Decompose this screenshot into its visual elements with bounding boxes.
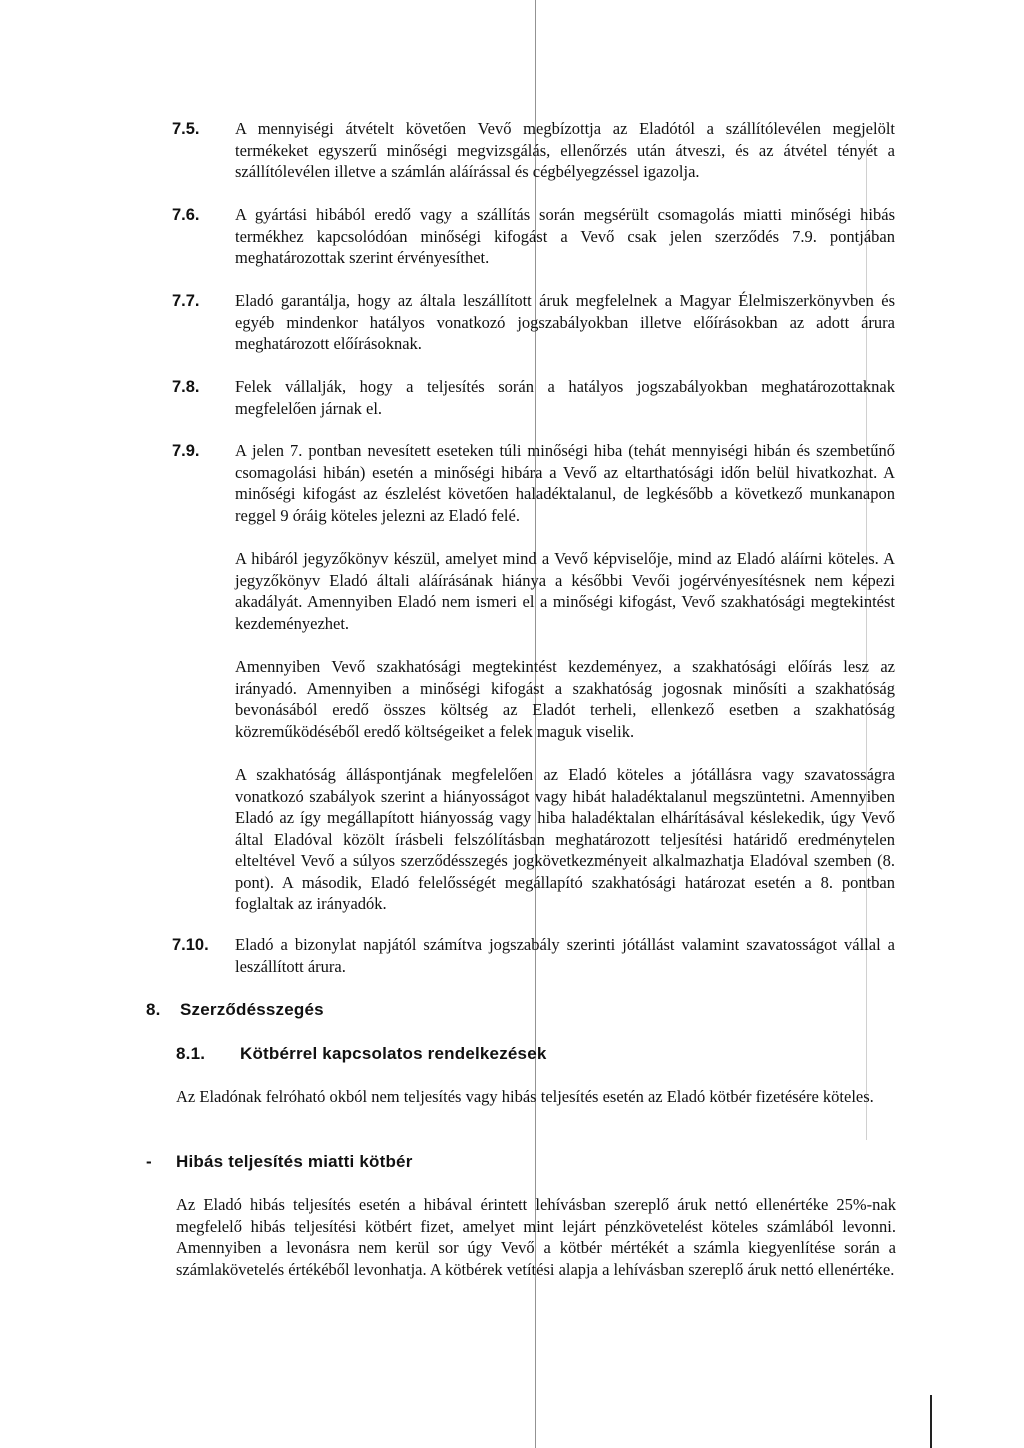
scan-edge-mark	[930, 1395, 932, 1448]
hibas-teljesites-title: Hibás teljesítés miatti kötbér	[176, 1152, 413, 1171]
subsection-number-8-1: 8.1.	[176, 1044, 206, 1063]
chapter-title: Szerződésszegés	[180, 1000, 324, 1019]
section-text-7-10: Eladó a bizonylat napjától számítva jogszabály szerinti jótállást valamint szavatosságot vállal a leszállított árura.	[235, 935, 895, 976]
section-text-7-8: Felek vállalják, hogy a teljesítés során a hatályos jogszabályokban meghatározottaknak megfelelően járnak el.	[235, 377, 895, 418]
section-text-7-9-p3: Amennyiben Vevő szakhatósági megtekintést kezdeményez, a szakhatósági előírás lesz az irányadó. Amennyiben a minőségi kifogást a szakhatóság jogosnak minősíti a szakhatóság bevonásából eredő összes költség az Eladót terheli, ellenkező esetben a szakhatóság közreműködéséből eredő költségeiket a felek maguk viselik.	[235, 657, 895, 741]
section-text-7-9-p1: A jelen 7. pontban nevesített eseteken túli minőségi hiba (tehát mennyiségi hibán és szembetűnő csomagolási hibán) esetén a minőségi hibára a Vevő az eltarthatósági időn belül hivatkozhat. A minőségi kifogást az észlelést követően haladéktalanul, de legkésőbb a következő munkanapon reggel 9 óráig köteles jelezni az Eladó felé.	[235, 441, 895, 525]
section-text-7-5: A mennyiségi átvételt követően Vevő megbízottja az Eladótól a szállítólevélen megjelölt termékeket egyszerű minőségi megvizsgálás, ellenőrzés után átveszi, és az átvétel tényét a szállítólevélen illetve a számlán aláírással és cégbélyegzéssel igazolja.	[235, 119, 895, 181]
section-text-7-9-p2: A hibáról jegyzőkönyv készül, amelyet mind a Vevő képviselője, mind az Eladó aláírni köteles. A jegyzőkönyv Eladó általi aláírásának hiánya a későbbi Vevői jogérvényesítésnek nem képezi akadályát. Amennyiben Eladó nem ismeri el a minőségi kifogást, Vevő szakhatósági megtekintést kezdeményezhet.	[235, 549, 895, 633]
bullet-dash: -	[146, 1152, 152, 1171]
section-text-7-7: Eladó garantálja, hogy az általa leszállított áruk megfelelnek a Magyar Élelmiszerkönyvben és egyéb mindenkor hatályos vonatkozó jogszabályokban illetve előírásokban az adott árura meghatározott előírásoknak.	[235, 291, 895, 353]
subsection-title-8-1: Kötbérrel kapcsolatos rendelkezések	[240, 1044, 547, 1063]
section-number-7-8: 7.8.	[172, 378, 200, 396]
section-number-7-5: 7.5.	[172, 120, 200, 138]
hibas-teljesites-text: Az Eladó hibás teljesítés esetén a hibával érintett lehívásban szereplő áruk nettó ellenértéke 25%-nak megfelelő hibás teljesítési kötbért fizet, amelyet mint lejárt pénzkövetelést köteles számlából levonni. Amennyiben a levonásra nem kerül sor úgy Vevő a kötbér mértékét a számla kiegyenlítése során a számlakövetelés értékéből levonhatja. A kötbérek vetítési alapja a lehívásban szereplő áruk nettó ellenértéke.	[176, 1195, 896, 1279]
chapter-number: 8.	[146, 1000, 161, 1019]
section-text-7-9-p4: A szakhatóság álláspontjának megfelelően az Eladó köteles a jótállásra vagy szavatosságra vonatkozó szabályok szerint a hiányosságot vagy hibát haladéktalanul megszüntetni. Amennyiben Eladó az így megállapított hiányosság vagy hiba haladéktalan elhárításával késlekedik, úgy Vevő által Eladóval közölt írásbeli felszólításban meghatározott teljesítési határidő eredménytelen elteltével Vevő a súlyos szerződésszegés jogkövetkezményeit alkalmazhatja Eladóval szemben (8. pont). A második, Eladó felelősségét megállapító szakhatósági határozat esetén a 8. pontban foglaltak az irányadók.	[235, 765, 895, 913]
section-number-7-6: 7.6.	[172, 206, 200, 224]
subsection-text-8-1: Az Eladónak felróható okból nem teljesítés vagy hibás teljesítés esetén az Eladó kötbér fizetésére köteles.	[176, 1087, 874, 1106]
section-number-7-7: 7.7.	[172, 292, 200, 310]
section-number-7-9: 7.9.	[172, 442, 200, 460]
section-text-7-6: A gyártási hibából eredő vagy a szállítás során megsérült csomagolás miatti minőségi hibás termékhez kapcsolódóan minőségi kifogást a Vevő csak jelen szerződés 7.9. pontjában meghatározottak szerint érvényesíthet.	[235, 205, 895, 267]
section-number-7-10: 7.10.	[172, 936, 209, 954]
